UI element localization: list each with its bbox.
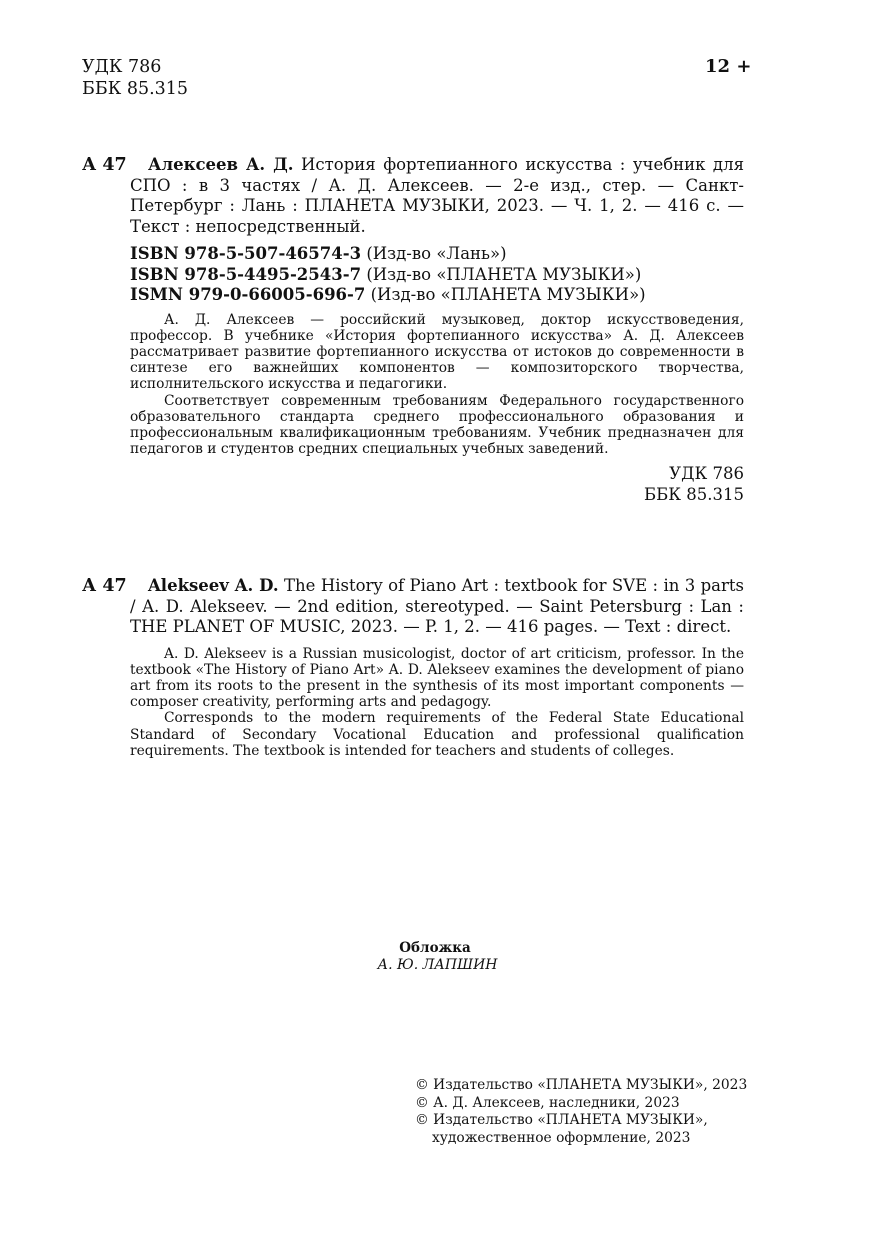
ru-description: История фортепианного искусства : учебник для СПО : в 3 частях / А. Д. Алексеев. — 2-е изд., стер. — Санкт-Петербург : Лань : ПЛАНЕТА МУЗЫКИ, 2023. — Ч. 1, 2. — 416 с. — Текст : непосредственный. xyxy=(130,155,744,236)
copyright-line: художественное оформление, 2023 xyxy=(432,1129,691,1146)
ru-author-code: А 47 xyxy=(82,155,127,175)
ru-udk: УДК 786 xyxy=(669,464,744,484)
copyright-line: © А. Д. Алексеев, наследники, 2023 xyxy=(415,1094,680,1111)
isbn-line: ISBN 978-5-507-46574-3 (Изд-во «Лань») xyxy=(130,244,507,263)
ru-abstract xyxy=(130,312,744,506)
header-classification xyxy=(82,56,188,100)
en-description: The History of Piano Art : textbook for SVE : in 3 parts / A. D. Alekseev. — 2nd edition, stereotyped. — Saint Petersburg : Lan : THE PLANET OF MUSIC, 2023. — P. 1, 2. — 416 pages. — Text : direct. xyxy=(130,576,745,636)
age-rating: 12 + xyxy=(705,56,752,77)
isbn-list xyxy=(130,244,744,306)
english-catalog-card xyxy=(82,576,744,759)
ru-bbk: ББК 85.315 xyxy=(644,485,744,505)
ru-author: Алексеев А. Д. xyxy=(148,155,294,174)
ismn-line: ISMN 979-0-66005-696-7 (Изд-во «ПЛАНЕТА МУЗЫКИ») xyxy=(130,285,646,304)
cover-credit xyxy=(0,940,875,974)
russian-catalog-card xyxy=(82,155,744,505)
ru-abstract-paragraph: А. Д. Алексеев — российский музыковед, доктор искусствоведения, профессор. В учебнике «История фортепианного искусства» А. Д. Алексеев рассматривает развитие фортепианного искусства от истоков до современности в синтезе его важнейших компонентов — композиторского творчества, исполнительского искусства и педагогики. xyxy=(130,311,744,393)
header-bbk: ББК 85.315 xyxy=(82,79,189,99)
en-abstract-paragraph: Corresponds to the modern requirements of the Federal State Educational Standard of Secondary Vocational Education and professional qualification requirements. The textbook is intended for teachers and students of colleges. xyxy=(130,710,744,759)
cover-artist: А. Ю. ЛАПШИН xyxy=(377,957,498,973)
en-abstract xyxy=(130,646,744,759)
en-bibliographic-entry xyxy=(130,576,744,638)
copyright-line: © Издательство «ПЛАНЕТА МУЗЫКИ», 2023 xyxy=(415,1077,748,1093)
isbn-line: ISBN 978-5-4495-2543-7 (Изд-во «ПЛАНЕТА МУЗЫКИ») xyxy=(130,264,642,284)
ru-abstract-paragraph: Соответствует современным требованиям Федерального государственного образовательного стандарта среднего профессионального образования и профессиональным квалификационным требованиям. Учебник предназначен для педагогов и студентов средних специальных учебных заведений. xyxy=(130,392,744,458)
ru-classification xyxy=(130,463,744,505)
header-udk: УДК 786 xyxy=(82,57,162,77)
en-author: Alekseev A. D. xyxy=(148,576,279,595)
en-abstract-paragraph: A. D. Alekseev is a Russian musicologist, doctor of art criticism, professor. In the textbook «The History of Piano Art» A. D. Alekseev examines the development of piano art from its roots to the present in the synthesis of its most important components — composer creativity, performing arts and pedagogy. xyxy=(130,645,744,711)
copyright-block xyxy=(415,1077,747,1147)
en-author-code: А 47 xyxy=(82,576,127,596)
ru-bibliographic-entry xyxy=(130,155,744,237)
copyright-line: © Издательство «ПЛАНЕТА МУЗЫКИ», xyxy=(415,1112,708,1128)
cover-label: Обложка xyxy=(399,940,471,956)
